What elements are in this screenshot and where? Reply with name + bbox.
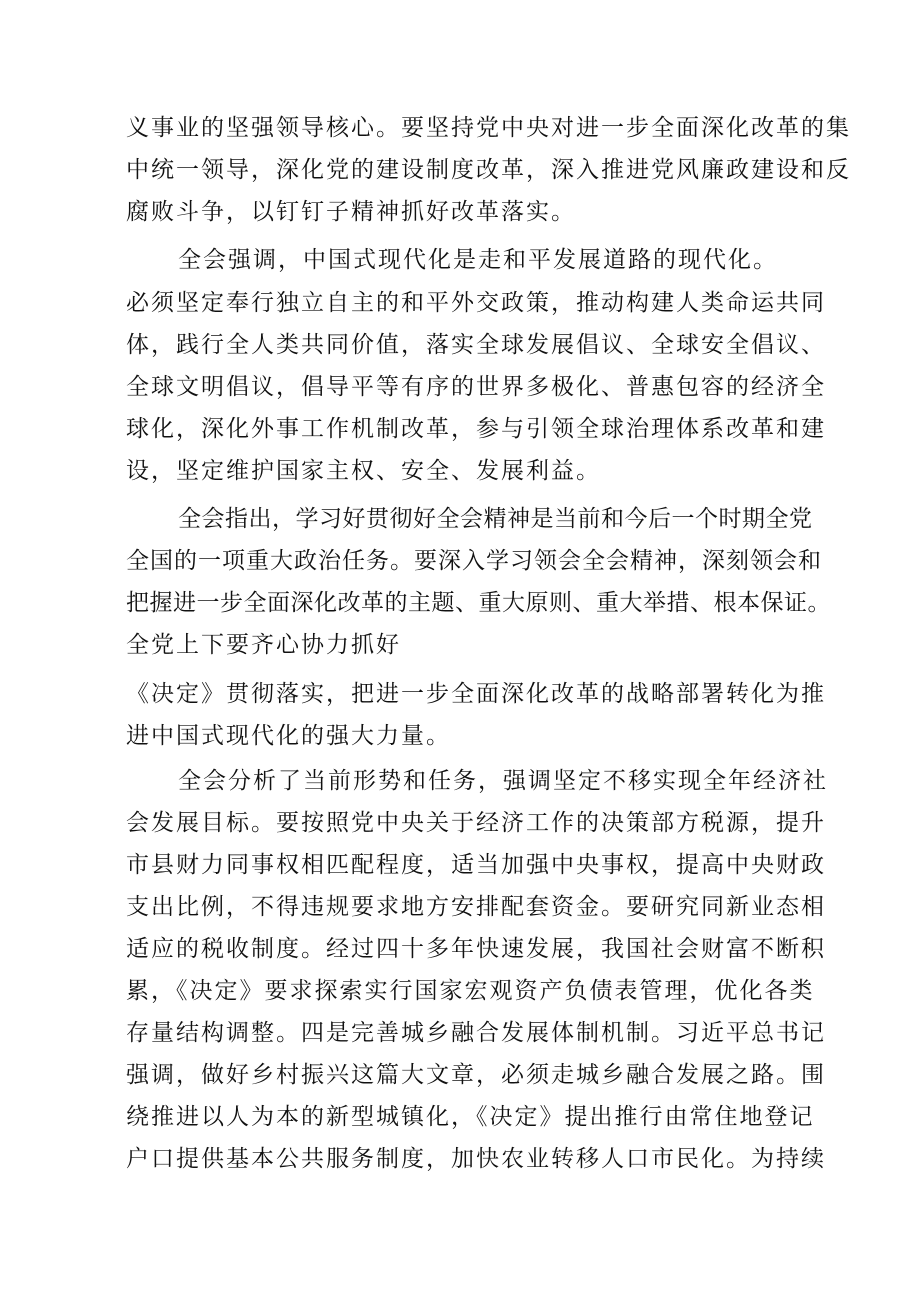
text-line: 支出比例，不得违规要求地方安排配套资金。要研究同新业态相 — [126, 894, 826, 920]
text-line: 全国的一项重大政治任务。要深入学习领会全会精神，深刻领会和 — [126, 548, 822, 574]
text-line: 累，《决定》要求探索实行国家宏观资产负债表管理，优化各类 — [126, 978, 815, 1004]
text-line: 设，坚定维护国家主权、安全、发展利益。 — [126, 458, 601, 484]
text-line: 义事业的坚强领导核心。要坚持党中央对进一步全面深化改革的集 — [126, 115, 851, 141]
text-line: 全会强调，中国式现代化是走和平发展道路的现代化。 — [178, 247, 778, 273]
text-line: 全会指出，学习好贯彻好全会精神是当前和今后一个时期全党 — [178, 506, 813, 532]
text-line: 全党上下要齐心协力抓好 — [126, 632, 401, 658]
text-line: 适应的税收制度。经过四十多年快速发展，我国社会财富不断积 — [126, 936, 826, 962]
text-line: 强调，做好乡村振兴这篇大文章，必须走城乡融合发展之路。围 — [126, 1062, 826, 1088]
text-line: 绕推进以人为本的新型城镇化，《决定》提出推行由常住地登记 — [126, 1104, 815, 1130]
text-line: 户口提供基本公共服务制度，加快农业转移人口市民化。为持续 — [126, 1146, 826, 1172]
text-line: 存量结构调整。四是完善城乡融合发展体制机制。习近平总书记 — [126, 1020, 826, 1046]
text-line: 把握进一步全面深化改革的主题、重大原则、重大举措、根本保证。 — [126, 590, 831, 616]
text-line: 球化，深化外事工作机制改革，参与引领全球治理体系改革和建 — [126, 416, 826, 442]
text-line: 全会分析了当前形势和任务，强调坚定不移实现全年经济社 — [178, 768, 828, 794]
text-line: 腐败斗争，以钉钉子精神抓好改革落实。 — [126, 199, 576, 225]
text-line: 必须坚定奉行独立自主的和平外交政策，推动构建人类命运共同 — [126, 290, 826, 316]
text-line: 中统一领导，深化党的建设制度改革，深入推进党风廉政建设和反 — [126, 157, 851, 183]
text-line: 体，践行全人类共同价值，落实全球发展倡议、全球安全倡议、 — [126, 332, 826, 358]
text-line: 会发展目标。要按照党中央关于经济工作的决策部方税源，提升 — [126, 810, 826, 836]
text-line: 《决定》贯彻落实，把进一步全面深化改革的战略部署转化为推 — [126, 681, 826, 707]
text-line: 市县财力同事权相匹配程度，适当加强中央事权，提高中央财政 — [126, 852, 826, 878]
text-line: 全球文明倡议，倡导平等有序的世界多极化、普惠包容的经济全 — [126, 374, 826, 400]
text-line: 进中国式现代化的强大力量。 — [126, 723, 451, 749]
